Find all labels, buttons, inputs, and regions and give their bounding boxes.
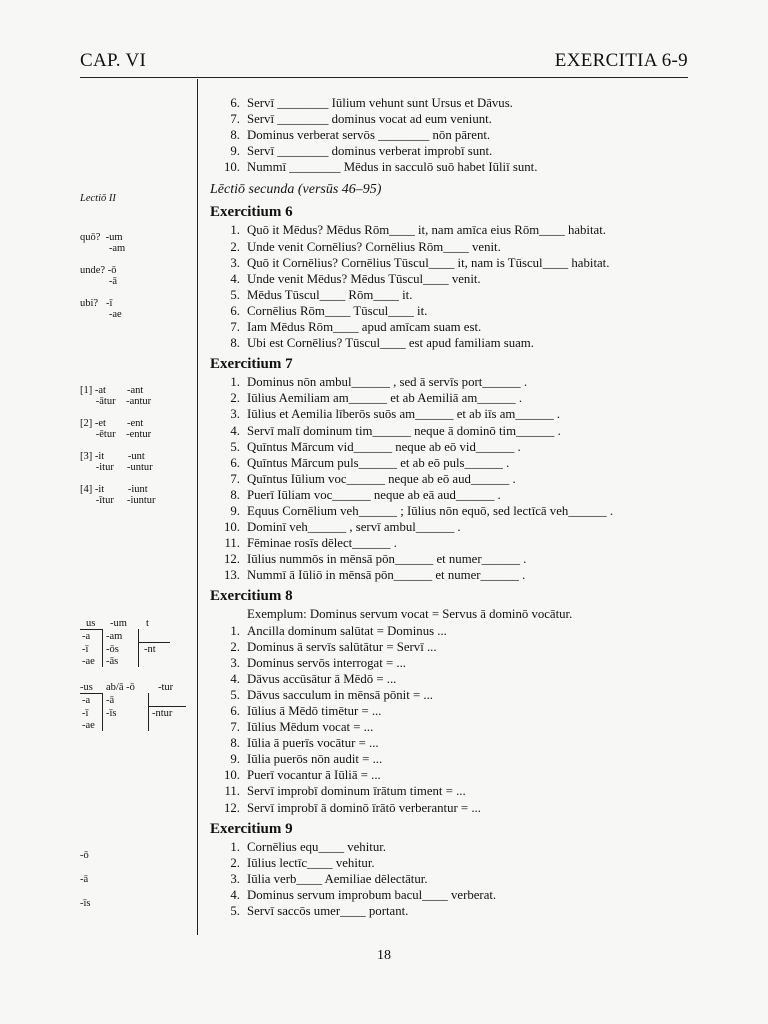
item-text: Servī improbī dominum īrātum timent = ... <box>247 784 466 799</box>
exercise-item <box>210 335 690 351</box>
item-number: 10. <box>224 768 240 783</box>
exercise-item <box>210 159 690 175</box>
item-text: Quīntus Iūlium voc______ neque ab eō aud______ . <box>247 471 516 486</box>
diag-label: -am <box>106 631 123 642</box>
exercise-item <box>210 855 690 871</box>
ex7-margin-note: [1] -at -ant -ātur -antur [2] -et -ent -ētur -entur [3] -it -unt -itur -untur [4] -it -iunt -ītur -iuntur <box>80 385 156 506</box>
item-text: Puerī vocantur ā Iūliā = ... <box>247 768 381 783</box>
item-text: Ancilla dominum salūtat = Dominus ... <box>247 623 447 638</box>
item-number: 9. <box>230 503 240 518</box>
item-text: Equus Cornēlium veh______ ; Iūlius nōn equō, sed lectīcā veh______ . <box>247 503 614 518</box>
diag-label: -īs <box>106 708 117 719</box>
item-number: 7. <box>230 112 240 127</box>
item-text: Servī improbī ā dominō īrātō verberantur = ... <box>247 800 481 815</box>
item-text: Iūlius et Aemilia līberōs suōs am______ et ab iīs am______ . <box>247 407 561 422</box>
item-number: 6. <box>230 96 240 110</box>
diag-label: -ntur <box>152 708 173 719</box>
exercise-item <box>210 703 690 719</box>
item-number: 3. <box>230 255 240 270</box>
item-number: 3. <box>230 655 240 670</box>
exercise-item <box>210 639 690 655</box>
diag-label: -ī <box>82 708 89 719</box>
item-number: 5. <box>230 687 240 702</box>
exercise-item <box>210 471 690 487</box>
item-text: Iūlius lectīc____ vehitur. <box>247 855 375 870</box>
item-number: 7. <box>230 471 240 486</box>
ex9-title: Exercitium 9 <box>210 820 293 837</box>
diag-label: -ī <box>82 644 89 655</box>
header-rule <box>80 77 688 78</box>
item-number: 4. <box>230 671 240 686</box>
item-text: Unde venit Cornēlius? Cornēlius Rōm____ venit. <box>247 239 501 254</box>
page-number: 18 <box>377 948 391 963</box>
item-text: Quīntus Mārcum puls______ et ab eō puls______ . <box>247 455 510 470</box>
item-number: 1. <box>230 623 240 638</box>
ex9-margin-note: -ō -ā -īs <box>80 850 91 909</box>
exercise-item <box>210 800 690 816</box>
item-text: Quō it Cornēlius? Cornēlius Tūscul____ it, nam is Tūscul____ habitat. <box>247 255 610 270</box>
item-text: Servī ________ dominus verberat improbī sunt. <box>247 144 493 159</box>
item-number: 5. <box>230 904 240 919</box>
exercise-item <box>210 687 690 703</box>
ex7-title: Exercitium 7 <box>210 356 293 373</box>
exercise-item <box>210 439 690 455</box>
diag-label: -ae <box>82 720 95 731</box>
exercise-item <box>210 303 690 319</box>
top-items <box>210 95 690 175</box>
item-number: 12. <box>224 552 240 567</box>
diag-label: us <box>86 618 96 629</box>
exercise-item <box>210 567 690 583</box>
diag-label: -ōs <box>106 644 119 655</box>
item-number: 8. <box>230 128 240 143</box>
item-text: Iūlius nummōs in mēnsā pōn______ et numer______ . <box>247 552 527 567</box>
exercise-item <box>210 783 690 799</box>
item-number: 1. <box>230 375 240 390</box>
exercise-item <box>210 719 690 735</box>
item-text: Cornēlius Rōm____ Tūscul____ it. <box>247 303 428 318</box>
exercise-item <box>210 487 690 503</box>
item-text: Dāvus sacculum in mēnsā pōnit = ... <box>247 687 433 702</box>
exercise-item <box>210 222 690 238</box>
item-text: Servī ________ dominus vocat ad eum veniunt. <box>247 112 492 127</box>
item-number: 8. <box>230 487 240 502</box>
exercise-item <box>210 767 690 783</box>
exercise-item <box>210 287 690 303</box>
item-number: 4. <box>230 423 240 438</box>
ex8-example <box>210 606 690 622</box>
ex9-items <box>210 839 690 919</box>
diag-label: t <box>146 618 149 629</box>
margin-rule <box>197 79 198 935</box>
item-number: 4. <box>230 271 240 286</box>
item-number: 11. <box>224 784 240 799</box>
item-text: Cornēlius equ____ vehitur. <box>247 839 386 854</box>
item-text: Ubi est Cornēlius? Tūscul____ est apud familiam suam. <box>247 336 534 351</box>
item-number: 2. <box>230 239 240 254</box>
item-text: Dominus servōs interrogat = ... <box>247 655 406 670</box>
exercise-item <box>210 111 690 127</box>
exercise-item <box>210 455 690 471</box>
item-number: 5. <box>230 439 240 454</box>
item-number: 8. <box>230 736 240 751</box>
item-number: 12. <box>224 800 240 815</box>
exercise-item <box>210 374 690 390</box>
exercise-item <box>210 319 690 335</box>
item-number: 7. <box>230 720 240 735</box>
diag-label: -ā <box>106 695 115 706</box>
item-text: Iam Mēdus Rōm____ apud amīcam suam est. <box>247 320 482 335</box>
item-number: 3. <box>230 871 240 886</box>
item-text: Dominus ā servīs salūtātur = Servī ... <box>247 639 437 654</box>
exercise-item <box>210 735 690 751</box>
diag-label: -us <box>80 682 93 693</box>
exercise-item <box>210 871 690 887</box>
item-number: 1. <box>230 839 240 854</box>
exercise-item <box>210 390 690 406</box>
main-column <box>210 95 690 919</box>
item-text: Dominī veh______ , servī ambul______ . <box>247 520 461 535</box>
item-number: 4. <box>230 887 240 902</box>
item-text: Iūlius ā Mēdō timētur = ... <box>247 704 382 718</box>
item-text: Iūlius Aemiliam am______ et ab Aemiliā am______ . <box>247 391 523 406</box>
item-text: Unde venit Mēdus? Mēdus Tūscul____ venit. <box>247 271 481 286</box>
item-number: 5. <box>230 287 240 302</box>
exercise-item <box>210 406 690 422</box>
diag-label: -a <box>82 631 91 642</box>
item-text: Fēminae rosīs dēlect______ . <box>247 536 397 551</box>
item-number: 2. <box>230 391 240 406</box>
exercise-item <box>210 255 690 271</box>
item-text: Servī saccōs umer____ portant. <box>247 904 409 919</box>
item-number: 2. <box>230 639 240 654</box>
item-text: Dominus servum improbum bacul____ verberat. <box>247 887 497 902</box>
exercise-item <box>210 887 690 903</box>
item-number: 8. <box>230 336 240 351</box>
item-text: Iūlia puerōs nōn audit = ... <box>247 752 383 767</box>
item-text: Iūlius Mēdum vocat = ... <box>247 720 374 735</box>
chapter-header: CAP. VI <box>80 50 147 71</box>
item-number: 6. <box>230 303 240 318</box>
item-number: 10. <box>224 160 240 175</box>
item-number: 2. <box>230 855 240 870</box>
diag-label: -ās <box>106 656 119 667</box>
ex8-active-diagram <box>80 618 190 670</box>
ex6-title: Exercitium 6 <box>210 204 293 221</box>
exercise-range-header: EXERCITIA 6-9 <box>554 50 688 71</box>
item-number: 7. <box>230 320 240 335</box>
item-number: 6. <box>230 704 240 718</box>
diag-label: -tur <box>158 682 174 693</box>
ex8-example-text: Exemplum: Dominus servum vocat = Servus ā dominō vocātur. <box>247 607 573 622</box>
item-text: Quō it Mēdus? Mēdus Rōm____ it, nam amīca eius Rōm____ habitat. <box>247 223 606 238</box>
exercise-item <box>210 239 690 255</box>
item-number: 9. <box>230 752 240 767</box>
diag-label: -um <box>110 618 127 629</box>
exercise-item <box>210 671 690 687</box>
diag-label: ab/ā -ō <box>106 682 135 693</box>
exercise-item <box>210 751 690 767</box>
exercise-item <box>210 519 690 535</box>
diag-label: -nt <box>144 644 156 655</box>
ex6-margin-note: quō? -um -am unde? -ō -ā ubi? -ī -ae <box>80 232 126 320</box>
exercise-item <box>210 503 690 519</box>
item-number: 3. <box>230 407 240 422</box>
item-text: Iūlia ā puerīs vocātur = ... <box>247 736 379 751</box>
item-text: Puerī Iūliam voc______ neque ab eā aud______ . <box>247 487 501 502</box>
item-text: Servī malī dominum tim______ neque ā dominō tim______ . <box>247 423 561 438</box>
item-text: Nummī ā Iūliō in mēnsā pōn______ et numer______ . <box>247 568 526 583</box>
exercise-item <box>210 623 690 639</box>
ex7-items <box>210 374 690 583</box>
item-text: Servī ________ Iūlium vehunt sunt Ursus et Dāvus. <box>247 96 513 110</box>
lectio-title: Lēctiō secunda (versūs 46–95) <box>210 182 382 198</box>
item-number: 10. <box>224 520 240 535</box>
item-text: Dominus verberat servōs ________ nōn pārent. <box>247 128 491 143</box>
exercise-item <box>210 143 690 159</box>
diag-label: -a <box>82 695 91 706</box>
item-number: 1. <box>230 223 240 238</box>
item-text: Mēdus Tūscul____ Rōm____ it. <box>247 287 413 302</box>
diag-label: -ae <box>82 656 95 667</box>
item-number: 13. <box>224 568 240 583</box>
item-number: 6. <box>230 455 240 470</box>
exercise-item <box>210 655 690 671</box>
ex8-title: Exercitium 8 <box>210 588 293 605</box>
item-text: Dominus nōn ambul______ , sed ā servīs port______ . <box>247 375 528 390</box>
item-text: Nummī ________ Mēdus in sacculō suō habet Iūliī sunt. <box>247 160 538 175</box>
item-number: 9. <box>230 144 240 159</box>
exercise-item <box>210 127 690 143</box>
exercise-item <box>210 423 690 439</box>
exercise-item <box>210 903 690 919</box>
exercise-item <box>210 839 690 855</box>
exercise-item <box>210 551 690 567</box>
exercise-item <box>210 271 690 287</box>
item-text: Quīntus Mārcum vid______ neque ab eō vid______ . <box>247 439 521 454</box>
item-text: Dāvus accūsātur ā Mēdō = ... <box>247 671 397 686</box>
ex6-items <box>210 222 690 351</box>
ex8-items <box>210 623 690 816</box>
ex8-passive-diagram <box>80 682 195 734</box>
item-number: 11. <box>224 536 240 551</box>
exercise-item <box>210 95 690 111</box>
lectio-side-label: Lectiō II <box>80 193 116 204</box>
exercise-item <box>210 535 690 551</box>
item-text: Iūlia verb____ Aemiliae dēlectātur. <box>247 871 428 886</box>
